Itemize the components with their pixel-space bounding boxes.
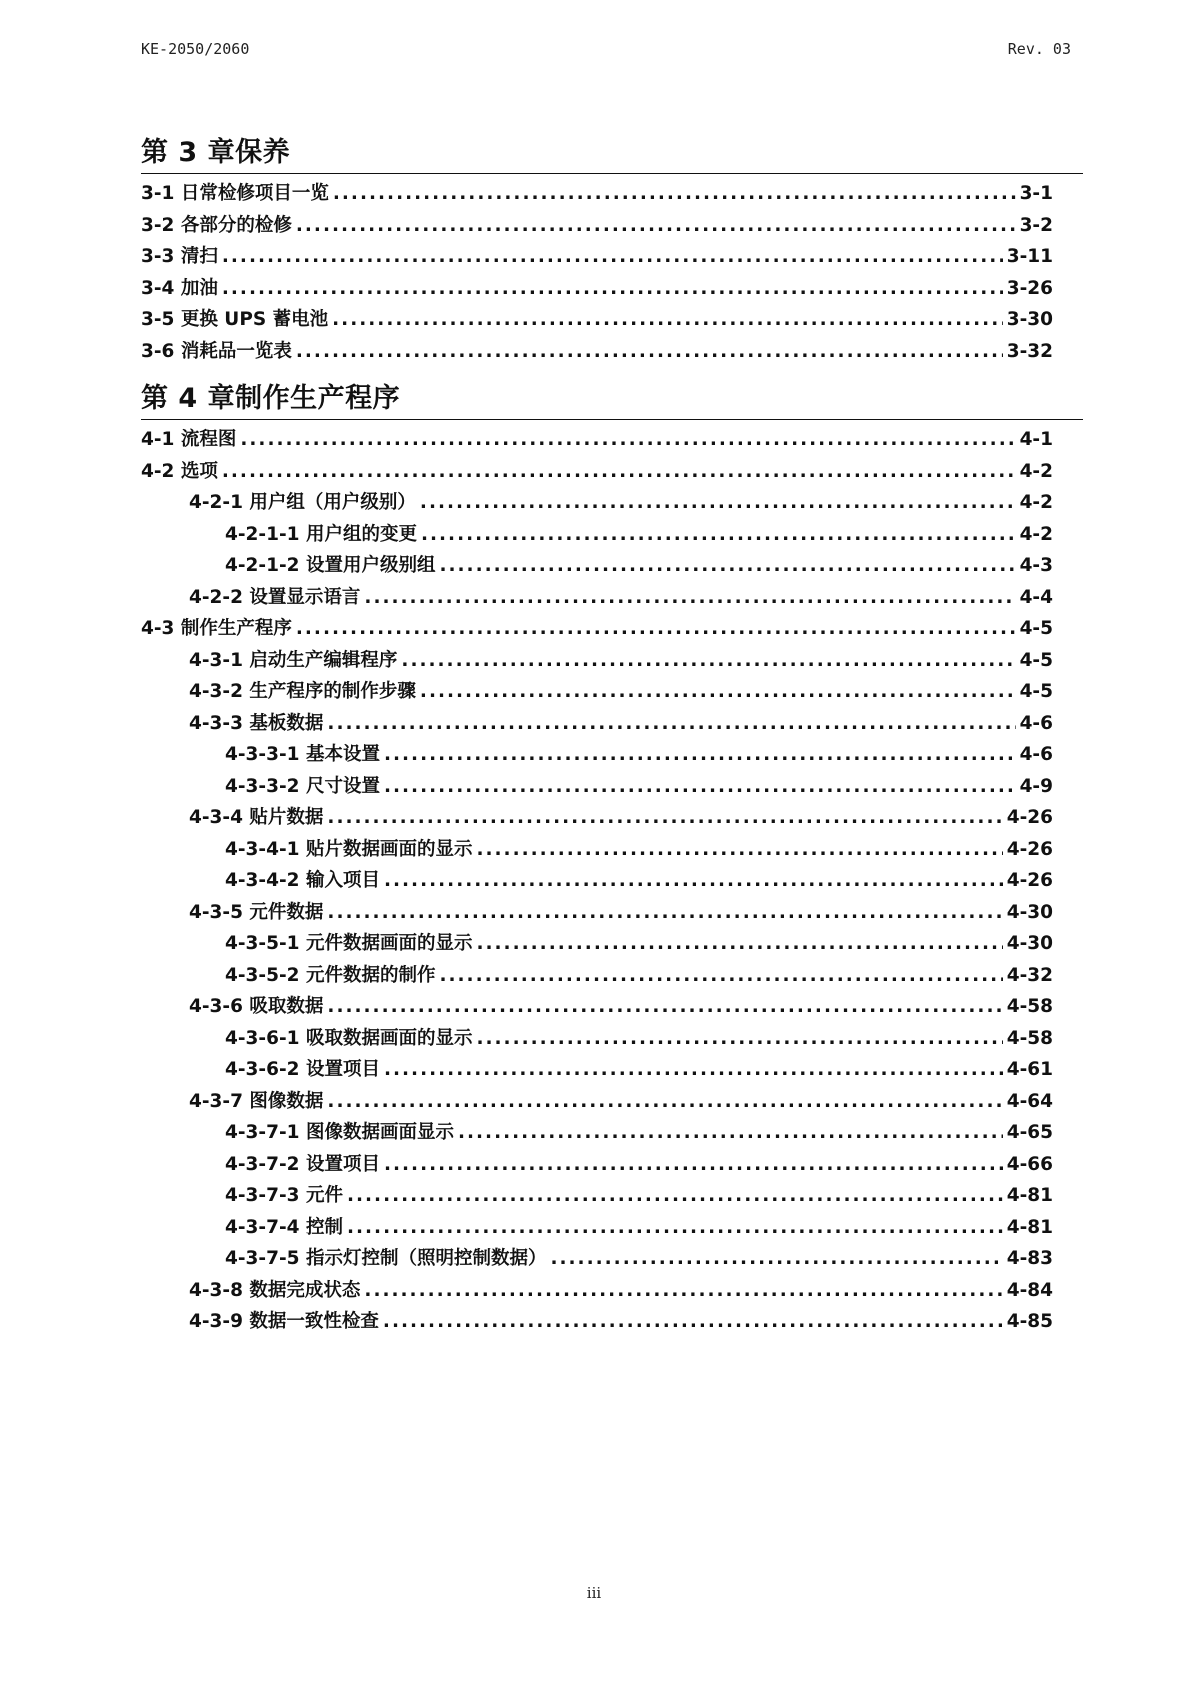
- toc-entry[interactable]: [141, 739, 1053, 771]
- toc-entry-page: 4-9: [1019, 775, 1053, 797]
- toc-entry-page: 4-81: [1006, 1216, 1053, 1238]
- toc-entry-page: 3-26: [1006, 277, 1053, 299]
- toc-entry[interactable]: [141, 865, 1053, 897]
- toc-entry[interactable]: [141, 582, 1053, 614]
- toc-leader-dots: [401, 645, 1015, 677]
- toc-leader-dots: [296, 210, 1016, 242]
- toc-entry-page: 4-6: [1019, 744, 1053, 765]
- toc-leader-dots: [476, 928, 1002, 960]
- toc-leader-dots: [240, 424, 1015, 456]
- toc-entry[interactable]: [141, 273, 1053, 305]
- toc-entry-title: 4-3 制作生产程序: [141, 618, 292, 639]
- toc-entry-page: 4-85: [1006, 1311, 1053, 1332]
- toc-entry[interactable]: [141, 1306, 1053, 1338]
- toc-entry[interactable]: [141, 304, 1053, 336]
- chapter-title: 第 3 章保养: [141, 135, 1083, 174]
- toc-entry-page: 4-64: [1006, 1090, 1053, 1112]
- toc-entry[interactable]: [141, 1054, 1053, 1086]
- toc-entry-title: 3-5 更换 UPS 蓄电池: [141, 309, 329, 330]
- header-revision: Rev. 03: [1007, 40, 1071, 58]
- toc-leader-dots: [222, 241, 1003, 273]
- toc-leader-dots: [364, 1275, 1002, 1307]
- toc-leader-dots: [421, 519, 1016, 551]
- toc-leader-dots: [550, 1243, 1002, 1275]
- toc-leader-dots: [296, 613, 1016, 645]
- toc-entry[interactable]: [141, 771, 1053, 803]
- toc-entry-page: 4-5: [1019, 681, 1053, 702]
- toc-entry-page: 4-32: [1006, 964, 1053, 986]
- toc-entry[interactable]: [141, 424, 1053, 456]
- toc-leader-dots: [327, 1086, 1002, 1118]
- toc-entry-page: 4-5: [1019, 618, 1053, 639]
- toc-leader-dots: [327, 991, 1002, 1023]
- toc-entry[interactable]: [141, 456, 1053, 488]
- toc-entry-title: 4-3-1 启动生产编辑程序: [189, 649, 398, 671]
- toc-leader-dots: [222, 273, 1003, 305]
- toc-entry-title: 3-3 清扫: [141, 246, 218, 267]
- toc-entry-title: 4-2-1 用户组（用户级别）: [189, 492, 416, 513]
- toc-entry[interactable]: [141, 676, 1053, 708]
- toc-entry-title: 3-4 加油: [141, 277, 218, 299]
- toc-entry-page: 4-66: [1006, 1153, 1053, 1175]
- toc-list: [141, 178, 1083, 367]
- toc-entry-title: 4-3-7-5 指示灯控制（照明控制数据）: [225, 1248, 547, 1269]
- toc-entry[interactable]: [141, 336, 1053, 368]
- toc-leader-dots: [384, 865, 1003, 897]
- toc-leader-dots: [439, 960, 1002, 992]
- toc-leader-dots: [384, 771, 1016, 803]
- toc-entry-page: 4-83: [1006, 1248, 1053, 1269]
- toc-entry[interactable]: [141, 1212, 1053, 1244]
- toc-entry-page: 4-6: [1019, 712, 1053, 734]
- toc-leader-dots: [476, 834, 1002, 866]
- toc-entry-title: 4-2-1-1 用户组的变更: [225, 523, 417, 545]
- toc-leader-dots: [476, 1023, 1002, 1055]
- toc-entry[interactable]: [141, 897, 1053, 929]
- toc-entry[interactable]: [141, 960, 1053, 992]
- toc-entry[interactable]: [141, 241, 1053, 273]
- toc-entry-page: 4-58: [1006, 1027, 1053, 1049]
- toc-entry-page: 4-4: [1019, 586, 1053, 608]
- toc-entry[interactable]: [141, 802, 1053, 834]
- toc-entry-page: 4-2: [1019, 492, 1053, 513]
- chapter-title: 第 4 章制作生产程序: [141, 381, 1083, 420]
- toc-entry-page: 4-26: [1006, 807, 1053, 828]
- toc-leader-dots: [383, 1306, 1003, 1338]
- toc-entry-title: 4-3-7-2 设置项目: [225, 1153, 380, 1175]
- toc-entry[interactable]: [141, 519, 1053, 551]
- toc-entry-title: 4-3-7-3 元件: [225, 1185, 343, 1206]
- toc-entry[interactable]: [141, 834, 1053, 866]
- toc-list: [141, 424, 1083, 1338]
- toc-leader-dots: [327, 802, 1002, 834]
- toc-leader-dots: [384, 739, 1016, 771]
- toc-entry-page: 4-61: [1006, 1059, 1053, 1080]
- toc-entry[interactable]: [141, 178, 1053, 210]
- toc-entry-page: 3-30: [1006, 309, 1053, 330]
- toc-entry[interactable]: [141, 1149, 1053, 1181]
- toc-entry-page: 4-30: [1006, 933, 1053, 954]
- toc-entry[interactable]: [141, 1275, 1053, 1307]
- toc-entry[interactable]: [141, 991, 1053, 1023]
- toc-entry[interactable]: [141, 1086, 1053, 1118]
- toc-entry-title: 4-3-3 基板数据: [189, 712, 324, 734]
- page-number: iii: [586, 1584, 602, 1602]
- toc-leader-dots: [420, 487, 1016, 519]
- toc-entry[interactable]: [141, 550, 1053, 582]
- toc-leader-dots: [420, 676, 1016, 708]
- toc-entry-title: 4-3-7 图像数据: [189, 1090, 324, 1112]
- toc-entry-title: 4-3-4 贴片数据: [189, 807, 324, 828]
- toc-entry-title: 4-2-1-2 设置用户级别组: [225, 555, 436, 576]
- toc-entry-title: 4-3-5-1 元件数据画面的显示: [225, 933, 473, 954]
- toc-entry-title: 4-2 选项: [141, 460, 218, 482]
- toc-entry-page: 4-84: [1006, 1279, 1053, 1301]
- toc-entry-page: 4-5: [1019, 649, 1053, 671]
- toc-entry[interactable]: [141, 1180, 1053, 1212]
- toc-leader-dots: [327, 897, 1002, 929]
- toc-leader-dots: [384, 1054, 1003, 1086]
- toc-entry-page: 3-32: [1006, 340, 1053, 362]
- toc-entry[interactable]: [141, 1243, 1053, 1275]
- toc-entry-page: 4-26: [1006, 838, 1053, 860]
- toc-entry-page: 4-30: [1006, 901, 1053, 923]
- toc-leader-dots: [384, 1149, 1003, 1181]
- toc-leader-dots: [327, 708, 1015, 740]
- toc-entry-page: 4-3: [1019, 555, 1053, 576]
- toc-entry-page: 4-81: [1006, 1185, 1053, 1206]
- toc-entry-title: 4-3-6-1 吸取数据画面的显示: [225, 1027, 473, 1049]
- toc-entry-title: 4-3-7-1 图像数据画面显示: [225, 1122, 454, 1143]
- toc-leader-dots: [439, 550, 1015, 582]
- toc-entry-title: 4-3-6 吸取数据: [189, 996, 324, 1017]
- toc-entry[interactable]: [141, 210, 1053, 242]
- toc-leader-dots: [347, 1212, 1003, 1244]
- toc-entry[interactable]: [141, 613, 1053, 645]
- toc-entry-page: 3-11: [1006, 246, 1053, 267]
- toc-leader-dots: [364, 582, 1015, 614]
- toc-entry-page: 4-65: [1006, 1122, 1053, 1143]
- toc-leader-dots: [296, 336, 1003, 368]
- toc-entry-title: 4-3-3-2 尺寸设置: [225, 775, 380, 797]
- toc-entry-title: 3-2 各部分的检修: [141, 214, 292, 236]
- toc-entry[interactable]: [141, 645, 1053, 677]
- toc-entry-title: 3-6 消耗品一览表: [141, 340, 292, 362]
- toc-entry-title: 4-3-6-2 设置项目: [225, 1059, 380, 1080]
- toc-entry[interactable]: [141, 1023, 1053, 1055]
- toc-entry-title: 4-3-7-4 控制: [225, 1216, 343, 1238]
- toc-entry[interactable]: [141, 487, 1053, 519]
- toc-entry[interactable]: [141, 928, 1053, 960]
- toc-entry-page: 3-1: [1019, 183, 1053, 204]
- toc-entry-title: 4-3-2 生产程序的制作步骤: [189, 681, 416, 702]
- chapter-4: [141, 381, 1083, 1338]
- toc-entry[interactable]: [141, 708, 1053, 740]
- header-model: KE-2050/2060: [141, 40, 250, 58]
- toc-entry-title: 4-3-4-1 贴片数据画面的显示: [225, 838, 473, 860]
- toc-entry-page: 4-2: [1019, 523, 1053, 545]
- toc-entry-title: 4-3-5 元件数据: [189, 901, 324, 923]
- toc-entry-page: 4-58: [1006, 996, 1053, 1017]
- toc-leader-dots: [333, 178, 1016, 210]
- toc-entry-title: 4-1 流程图: [141, 429, 237, 450]
- toc-entry-title: 3-1 日常检修项目一览: [141, 183, 329, 204]
- toc-entry-title: 4-3-9 数据一致性检查: [189, 1311, 379, 1332]
- toc-entry-title: 4-2-2 设置显示语言: [189, 586, 361, 608]
- toc-entry-page: 4-26: [1006, 870, 1053, 891]
- toc-entry-title: 4-3-3-1 基本设置: [225, 744, 380, 765]
- toc-entry-page: 4-2: [1019, 460, 1053, 482]
- toc-entry-title: 4-3-8 数据完成状态: [189, 1279, 361, 1301]
- chapter-3: [141, 135, 1083, 367]
- toc-entry-title: 4-3-4-2 输入项目: [225, 870, 380, 891]
- toc-leader-dots: [222, 456, 1016, 488]
- toc-leader-dots: [458, 1117, 1003, 1149]
- toc-entry-page: 3-2: [1019, 214, 1053, 236]
- toc-leader-dots: [332, 304, 1003, 336]
- toc-leader-dots: [347, 1180, 1003, 1212]
- toc-entry[interactable]: [141, 1117, 1053, 1149]
- toc-entry-title: 4-3-5-2 元件数据的制作: [225, 964, 436, 986]
- toc-entry-page: 4-1: [1019, 429, 1053, 450]
